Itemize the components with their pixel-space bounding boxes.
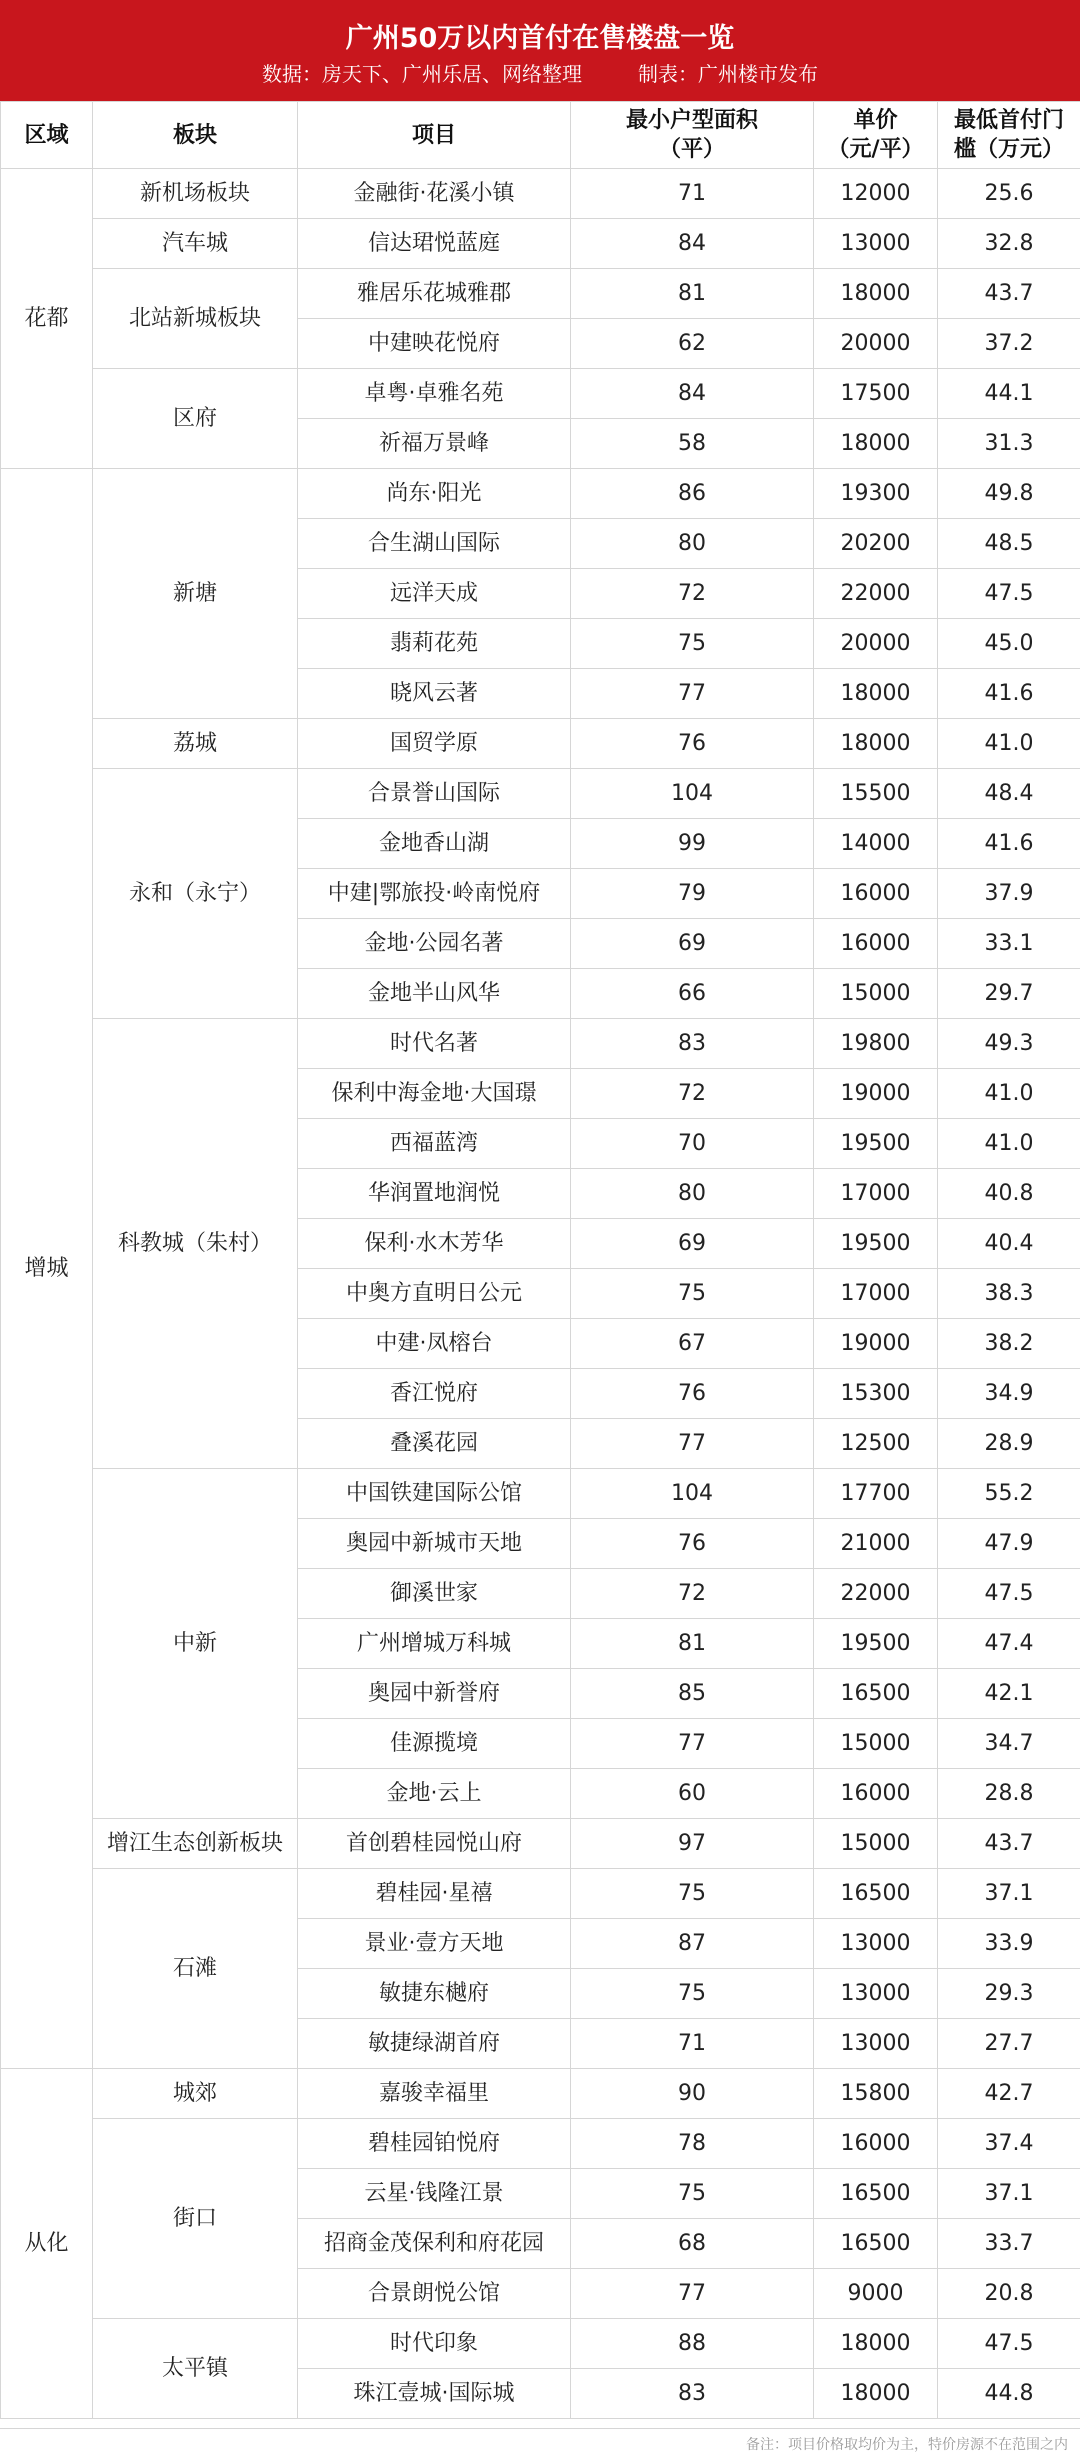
min-down-payment-cell: 42.7	[938, 2069, 1080, 2119]
block-cell: 区府	[93, 369, 298, 469]
block-cell: 增江生态创新板块	[93, 1819, 298, 1869]
unit-price-cell: 20200	[814, 519, 938, 569]
min-down-payment-cell: 38.2	[938, 1319, 1080, 1369]
min-area-cell: 66	[571, 969, 814, 1019]
unit-price-cell: 14000	[814, 819, 938, 869]
block-cell: 新塘	[93, 469, 298, 719]
min-down-payment-cell: 34.9	[938, 1369, 1080, 1419]
min-down-payment-cell: 43.7	[938, 269, 1080, 319]
min-area-cell: 87	[571, 1919, 814, 1969]
unit-price-cell: 19300	[814, 469, 938, 519]
min-down-payment-cell: 41.0	[938, 1069, 1080, 1119]
unit-price-cell: 16500	[814, 1669, 938, 1719]
column-header-region: 区域	[1, 102, 93, 169]
unit-price-cell: 13000	[814, 1919, 938, 1969]
unit-price-cell: 15300	[814, 1369, 938, 1419]
unit-price-cell: 17000	[814, 1169, 938, 1219]
min-down-payment-cell: 44.8	[938, 2369, 1080, 2419]
table-row	[1, 769, 1080, 819]
project-cell: 国贸学原	[298, 719, 571, 769]
table-subtitle	[0, 58, 1080, 87]
min-down-payment-cell: 37.9	[938, 869, 1080, 919]
unit-price-cell: 18000	[814, 2369, 938, 2419]
unit-price-cell: 16000	[814, 869, 938, 919]
project-cell: 碧桂园·星禧	[298, 1869, 571, 1919]
min-down-payment-cell: 41.6	[938, 669, 1080, 719]
project-cell: 奥园中新城市天地	[298, 1519, 571, 1569]
project-cell: 金地半山风华	[298, 969, 571, 1019]
project-cell: 景业·壹方天地	[298, 1919, 571, 1969]
footer-note: 备注：项目价格取均价为主，特价房源不在范围之内	[746, 2437, 1068, 2453]
min-area-cell: 81	[571, 1619, 814, 1669]
min-down-payment-cell: 47.5	[938, 2319, 1080, 2369]
table-row	[1, 2069, 1080, 2119]
min-down-payment-cell: 37.1	[938, 2169, 1080, 2219]
min-area-cell: 71	[571, 169, 814, 219]
unit-price-cell: 18000	[814, 2319, 938, 2369]
unit-price-cell: 17000	[814, 1269, 938, 1319]
project-cell: 祈福万景峰	[298, 419, 571, 469]
unit-price-cell: 16000	[814, 2119, 938, 2169]
min-area-cell: 60	[571, 1769, 814, 1819]
unit-price-cell: 20000	[814, 319, 938, 369]
project-cell: 广州增城万科城	[298, 1619, 571, 1669]
unit-price-cell: 12500	[814, 1419, 938, 1469]
project-cell: 香江悦府	[298, 1369, 571, 1419]
table-header-row	[1, 102, 1080, 169]
project-cell: 尚东·阳光	[298, 469, 571, 519]
min-area-cell: 69	[571, 919, 814, 969]
unit-price-cell: 13000	[814, 219, 938, 269]
project-cell: 时代印象	[298, 2319, 571, 2369]
data-source-label: 数据：房天下、广州乐居、网络整理	[262, 62, 582, 86]
min-area-cell: 75	[571, 1969, 814, 2019]
project-cell: 碧桂园铂悦府	[298, 2119, 571, 2169]
project-cell: 远洋天成	[298, 569, 571, 619]
column-header-min-down-payment: 最低首付门 槛（万元）	[938, 102, 1080, 169]
project-cell: 卓粤·卓雅名苑	[298, 369, 571, 419]
table-row	[1, 2319, 1080, 2369]
column-header-block: 板块	[93, 102, 298, 169]
min-down-payment-cell: 47.5	[938, 1569, 1080, 1619]
column-header-unit-price: 单价 （元/平）	[814, 102, 938, 169]
project-cell: 金地香山湖	[298, 819, 571, 869]
min-area-cell: 77	[571, 669, 814, 719]
min-down-payment-cell: 37.2	[938, 319, 1080, 369]
unit-price-cell: 22000	[814, 1569, 938, 1619]
min-down-payment-cell: 27.7	[938, 2019, 1080, 2069]
table-row	[1, 469, 1080, 519]
min-down-payment-cell: 40.4	[938, 1219, 1080, 1269]
min-area-cell: 69	[571, 1219, 814, 1269]
project-cell: 合景朗悦公馆	[298, 2269, 571, 2319]
project-cell: 嘉骏幸福里	[298, 2069, 571, 2119]
unit-price-cell: 15000	[814, 969, 938, 1019]
block-cell: 街口	[93, 2119, 298, 2319]
block-cell: 永和（永宁）	[93, 769, 298, 1019]
project-cell: 西福蓝湾	[298, 1119, 571, 1169]
min-area-cell: 104	[571, 769, 814, 819]
min-down-payment-cell: 41.0	[938, 1119, 1080, 1169]
unit-price-cell: 17700	[814, 1469, 938, 1519]
min-down-payment-cell: 28.9	[938, 1419, 1080, 1469]
min-area-cell: 80	[571, 519, 814, 569]
project-cell: 晓风云著	[298, 669, 571, 719]
block-cell: 中新	[93, 1469, 298, 1819]
project-cell: 敏捷绿湖首府	[298, 2019, 571, 2069]
block-cell: 城郊	[93, 2069, 298, 2119]
project-cell: 佳源揽境	[298, 1719, 571, 1769]
min-area-cell: 75	[571, 619, 814, 669]
unit-price-cell: 19500	[814, 1119, 938, 1169]
min-down-payment-cell: 41.0	[938, 719, 1080, 769]
project-cell: 合生湖山国际	[298, 519, 571, 569]
min-area-cell: 84	[571, 369, 814, 419]
unit-price-cell: 17500	[814, 369, 938, 419]
table-row	[1, 2119, 1080, 2169]
min-down-payment-cell: 48.5	[938, 519, 1080, 569]
unit-price-cell: 16500	[814, 1869, 938, 1919]
table-row	[1, 169, 1080, 219]
project-cell: 华润置地润悦	[298, 1169, 571, 1219]
unit-price-cell: 15000	[814, 1719, 938, 1769]
min-area-cell: 88	[571, 2319, 814, 2369]
table-row	[1, 1469, 1080, 1519]
min-area-cell: 78	[571, 2119, 814, 2169]
project-cell: 信达珺悦蓝庭	[298, 219, 571, 269]
property-table	[0, 101, 1080, 2419]
unit-price-cell: 19800	[814, 1019, 938, 1069]
min-down-payment-cell: 33.9	[938, 1919, 1080, 1969]
min-area-cell: 70	[571, 1119, 814, 1169]
unit-price-cell: 18000	[814, 669, 938, 719]
unit-price-cell: 13000	[814, 1969, 938, 2019]
block-cell: 荔城	[93, 719, 298, 769]
unit-price-cell: 18000	[814, 719, 938, 769]
min-area-cell: 104	[571, 1469, 814, 1519]
min-area-cell: 77	[571, 1419, 814, 1469]
unit-price-cell: 15800	[814, 2069, 938, 2119]
min-down-payment-cell: 43.7	[938, 1819, 1080, 1869]
min-area-cell: 77	[571, 1719, 814, 1769]
project-cell: 首创碧桂园悦山府	[298, 1819, 571, 1869]
project-cell: 中国铁建国际公馆	[298, 1469, 571, 1519]
column-header-project: 项目	[298, 102, 571, 169]
unit-price-cell: 19000	[814, 1319, 938, 1369]
min-down-payment-cell: 47.9	[938, 1519, 1080, 1569]
table-row	[1, 1819, 1080, 1869]
min-area-cell: 90	[571, 2069, 814, 2119]
min-down-payment-cell: 41.6	[938, 819, 1080, 869]
min-down-payment-cell: 55.2	[938, 1469, 1080, 1519]
project-cell: 金融街·花溪小镇	[298, 169, 571, 219]
min-area-cell: 72	[571, 1069, 814, 1119]
region-cell: 花都	[1, 169, 93, 469]
min-area-cell: 97	[571, 1819, 814, 1869]
block-cell: 科教城（朱村）	[93, 1019, 298, 1469]
min-down-payment-cell: 28.8	[938, 1769, 1080, 1819]
min-down-payment-cell: 25.6	[938, 169, 1080, 219]
unit-price-cell: 13000	[814, 2019, 938, 2069]
min-area-cell: 58	[571, 419, 814, 469]
footer	[0, 2428, 1080, 2454]
min-down-payment-cell: 49.8	[938, 469, 1080, 519]
unit-price-cell: 19500	[814, 1219, 938, 1269]
project-cell: 敏捷东樾府	[298, 1969, 571, 2019]
min-area-cell: 72	[571, 1569, 814, 1619]
project-cell: 雅居乐花城雅郡	[298, 269, 571, 319]
min-down-payment-cell: 29.3	[938, 1969, 1080, 2019]
project-cell: 金地·云上	[298, 1769, 571, 1819]
unit-price-cell: 20000	[814, 619, 938, 669]
table-row	[1, 1019, 1080, 1069]
block-cell: 汽车城	[93, 219, 298, 269]
table-row	[1, 1869, 1080, 1919]
min-down-payment-cell: 34.7	[938, 1719, 1080, 1769]
min-area-cell: 99	[571, 819, 814, 869]
min-down-payment-cell: 29.7	[938, 969, 1080, 1019]
unit-price-cell: 16500	[814, 2219, 938, 2269]
unit-price-cell: 16000	[814, 919, 938, 969]
min-down-payment-cell: 37.1	[938, 1869, 1080, 1919]
min-area-cell: 81	[571, 269, 814, 319]
block-cell: 新机场板块	[93, 169, 298, 219]
project-cell: 保利中海金地·大国璟	[298, 1069, 571, 1119]
project-cell: 时代名著	[298, 1019, 571, 1069]
project-cell: 云星·钱隆江景	[298, 2169, 571, 2219]
min-down-payment-cell: 47.5	[938, 569, 1080, 619]
min-area-cell: 68	[571, 2219, 814, 2269]
table-row	[1, 369, 1080, 419]
project-cell: 珠江壹城·国际城	[298, 2369, 571, 2419]
min-area-cell: 75	[571, 2169, 814, 2219]
min-area-cell: 75	[571, 1269, 814, 1319]
block-cell: 北站新城板块	[93, 269, 298, 369]
min-down-payment-cell: 44.1	[938, 369, 1080, 419]
unit-price-cell: 15000	[814, 1819, 938, 1869]
unit-price-cell: 16500	[814, 2169, 938, 2219]
min-down-payment-cell: 20.8	[938, 2269, 1080, 2319]
min-area-cell: 80	[571, 1169, 814, 1219]
min-area-cell: 76	[571, 719, 814, 769]
unit-price-cell: 9000	[814, 2269, 938, 2319]
min-down-payment-cell: 32.8	[938, 219, 1080, 269]
min-down-payment-cell: 49.3	[938, 1019, 1080, 1069]
min-area-cell: 62	[571, 319, 814, 369]
min-area-cell: 83	[571, 1019, 814, 1069]
min-area-cell: 76	[571, 1369, 814, 1419]
title-banner	[0, 0, 1080, 101]
unit-price-cell: 16000	[814, 1769, 938, 1819]
min-area-cell: 86	[571, 469, 814, 519]
unit-price-cell: 19000	[814, 1069, 938, 1119]
min-down-payment-cell: 40.8	[938, 1169, 1080, 1219]
project-cell: 叠溪花园	[298, 1419, 571, 1469]
project-cell: 翡莉花苑	[298, 619, 571, 669]
project-cell: 中建·凤榕台	[298, 1319, 571, 1369]
project-cell: 金地·公园名著	[298, 919, 571, 969]
min-down-payment-cell: 47.4	[938, 1619, 1080, 1669]
project-cell: 中建|鄂旅投·岭南悦府	[298, 869, 571, 919]
unit-price-cell: 18000	[814, 269, 938, 319]
region-cell: 从化	[1, 2069, 93, 2419]
table-row	[1, 219, 1080, 269]
project-cell: 合景誉山国际	[298, 769, 571, 819]
project-cell: 奥园中新誉府	[298, 1669, 571, 1719]
project-cell: 中奥方直明日公元	[298, 1269, 571, 1319]
min-area-cell: 76	[571, 1519, 814, 1569]
unit-price-cell: 21000	[814, 1519, 938, 1569]
min-area-cell: 75	[571, 1869, 814, 1919]
min-down-payment-cell: 31.3	[938, 419, 1080, 469]
min-down-payment-cell: 33.1	[938, 919, 1080, 969]
min-area-cell: 71	[571, 2019, 814, 2069]
column-header-min-area: 最小户型面积 （平）	[571, 102, 814, 169]
unit-price-cell: 15500	[814, 769, 938, 819]
project-cell: 保利·水木芳华	[298, 1219, 571, 1269]
min-down-payment-cell: 48.4	[938, 769, 1080, 819]
project-cell: 招商金茂保利和府花园	[298, 2219, 571, 2269]
table-title: 广州50万以内首付在售楼盘一览	[345, 23, 735, 54]
min-down-payment-cell: 38.3	[938, 1269, 1080, 1319]
unit-price-cell: 12000	[814, 169, 938, 219]
min-area-cell: 83	[571, 2369, 814, 2419]
min-area-cell: 77	[571, 2269, 814, 2319]
block-cell: 石滩	[93, 1869, 298, 2069]
unit-price-cell: 22000	[814, 569, 938, 619]
min-down-payment-cell: 45.0	[938, 619, 1080, 669]
min-area-cell: 84	[571, 219, 814, 269]
min-area-cell: 67	[571, 1319, 814, 1369]
min-area-cell: 79	[571, 869, 814, 919]
producer-label: 制表：广州楼市发布	[638, 62, 818, 86]
block-cell: 太平镇	[93, 2319, 298, 2419]
region-cell: 增城	[1, 469, 93, 2069]
project-cell: 御溪世家	[298, 1569, 571, 1619]
table-row	[1, 719, 1080, 769]
unit-price-cell: 18000	[814, 419, 938, 469]
min-down-payment-cell: 33.7	[938, 2219, 1080, 2269]
min-area-cell: 72	[571, 569, 814, 619]
table-row	[1, 269, 1080, 319]
min-down-payment-cell: 37.4	[938, 2119, 1080, 2169]
min-area-cell: 85	[571, 1669, 814, 1719]
unit-price-cell: 19500	[814, 1619, 938, 1669]
project-cell: 中建映花悦府	[298, 319, 571, 369]
min-down-payment-cell: 42.1	[938, 1669, 1080, 1719]
